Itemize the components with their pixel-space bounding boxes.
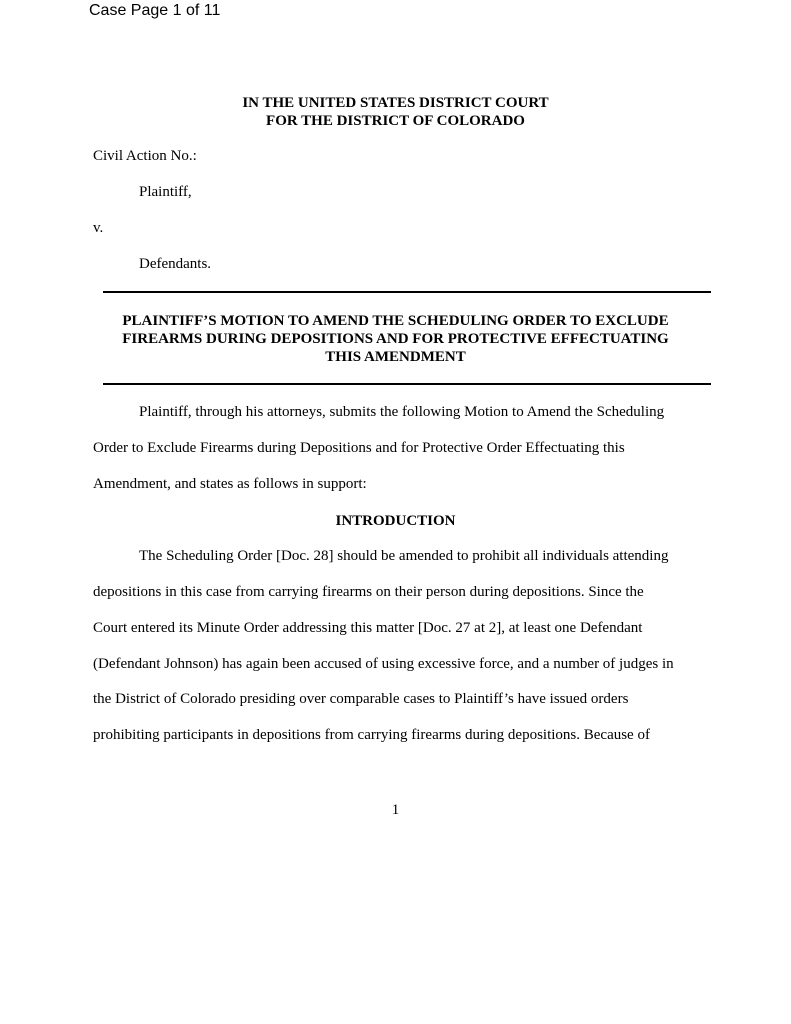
motion-title-line: FIREARMS DURING DEPOSITIONS AND FOR PROTECTIVE EFFECTUATING: [122, 331, 669, 347]
opening-paragraph-line: Order to Exclude Firearms during Depositions and for Protective Order Effectuating this: [93, 440, 625, 456]
page-count-label: Case Page 1 of 11: [89, 2, 221, 19]
introduction-line: prohibiting participants in depositions from carrying firearms during depositions. Because of: [93, 727, 650, 743]
court-heading: [0, 94, 791, 130]
defendants-party: Defendants.: [139, 256, 212, 272]
introduction-line: the District of Colorado presiding over comparable cases to Plaintiff’s have issued orders: [93, 691, 629, 707]
opening-paragraph-line: Plaintiff, through his attorneys, submits the following Motion to Amend the Scheduling: [139, 404, 665, 420]
court-district-line: FOR THE DISTRICT OF COLORADO: [266, 113, 525, 129]
introduction-line: (Defendant Johnson) has again been accused of using excessive force, and a number of judges in: [93, 656, 674, 672]
plaintiff-party: Plaintiff,: [139, 184, 192, 200]
introduction-line: Court entered its Minute Order addressing this matter [Doc. 27 at 2], at least one Defendant: [93, 620, 643, 636]
civil-action-number: Civil Action No.:: [93, 148, 197, 164]
introduction-heading: INTRODUCTION: [335, 513, 456, 529]
motion-title: [0, 312, 791, 366]
versus-label: v.: [93, 220, 104, 236]
introduction-line: depositions in this case from carrying firearms on their person during depositions. Since the: [93, 584, 644, 600]
motion-title-line: PLAINTIFF’S MOTION TO AMEND THE SCHEDULING ORDER TO EXCLUDE: [122, 313, 669, 329]
opening-paragraph-line: Amendment, and states as follows in support:: [93, 476, 367, 492]
court-name-line: IN THE UNITED STATES DISTRICT COURT: [242, 95, 549, 111]
title-top-rule: [103, 291, 711, 293]
page-number: 1: [391, 802, 400, 818]
motion-title-line: THIS AMENDMENT: [325, 349, 466, 365]
title-bottom-rule: [103, 383, 711, 385]
introduction-line: The Scheduling Order [Doc. 28] should be amended to prohibit all individuals attending: [139, 548, 669, 564]
